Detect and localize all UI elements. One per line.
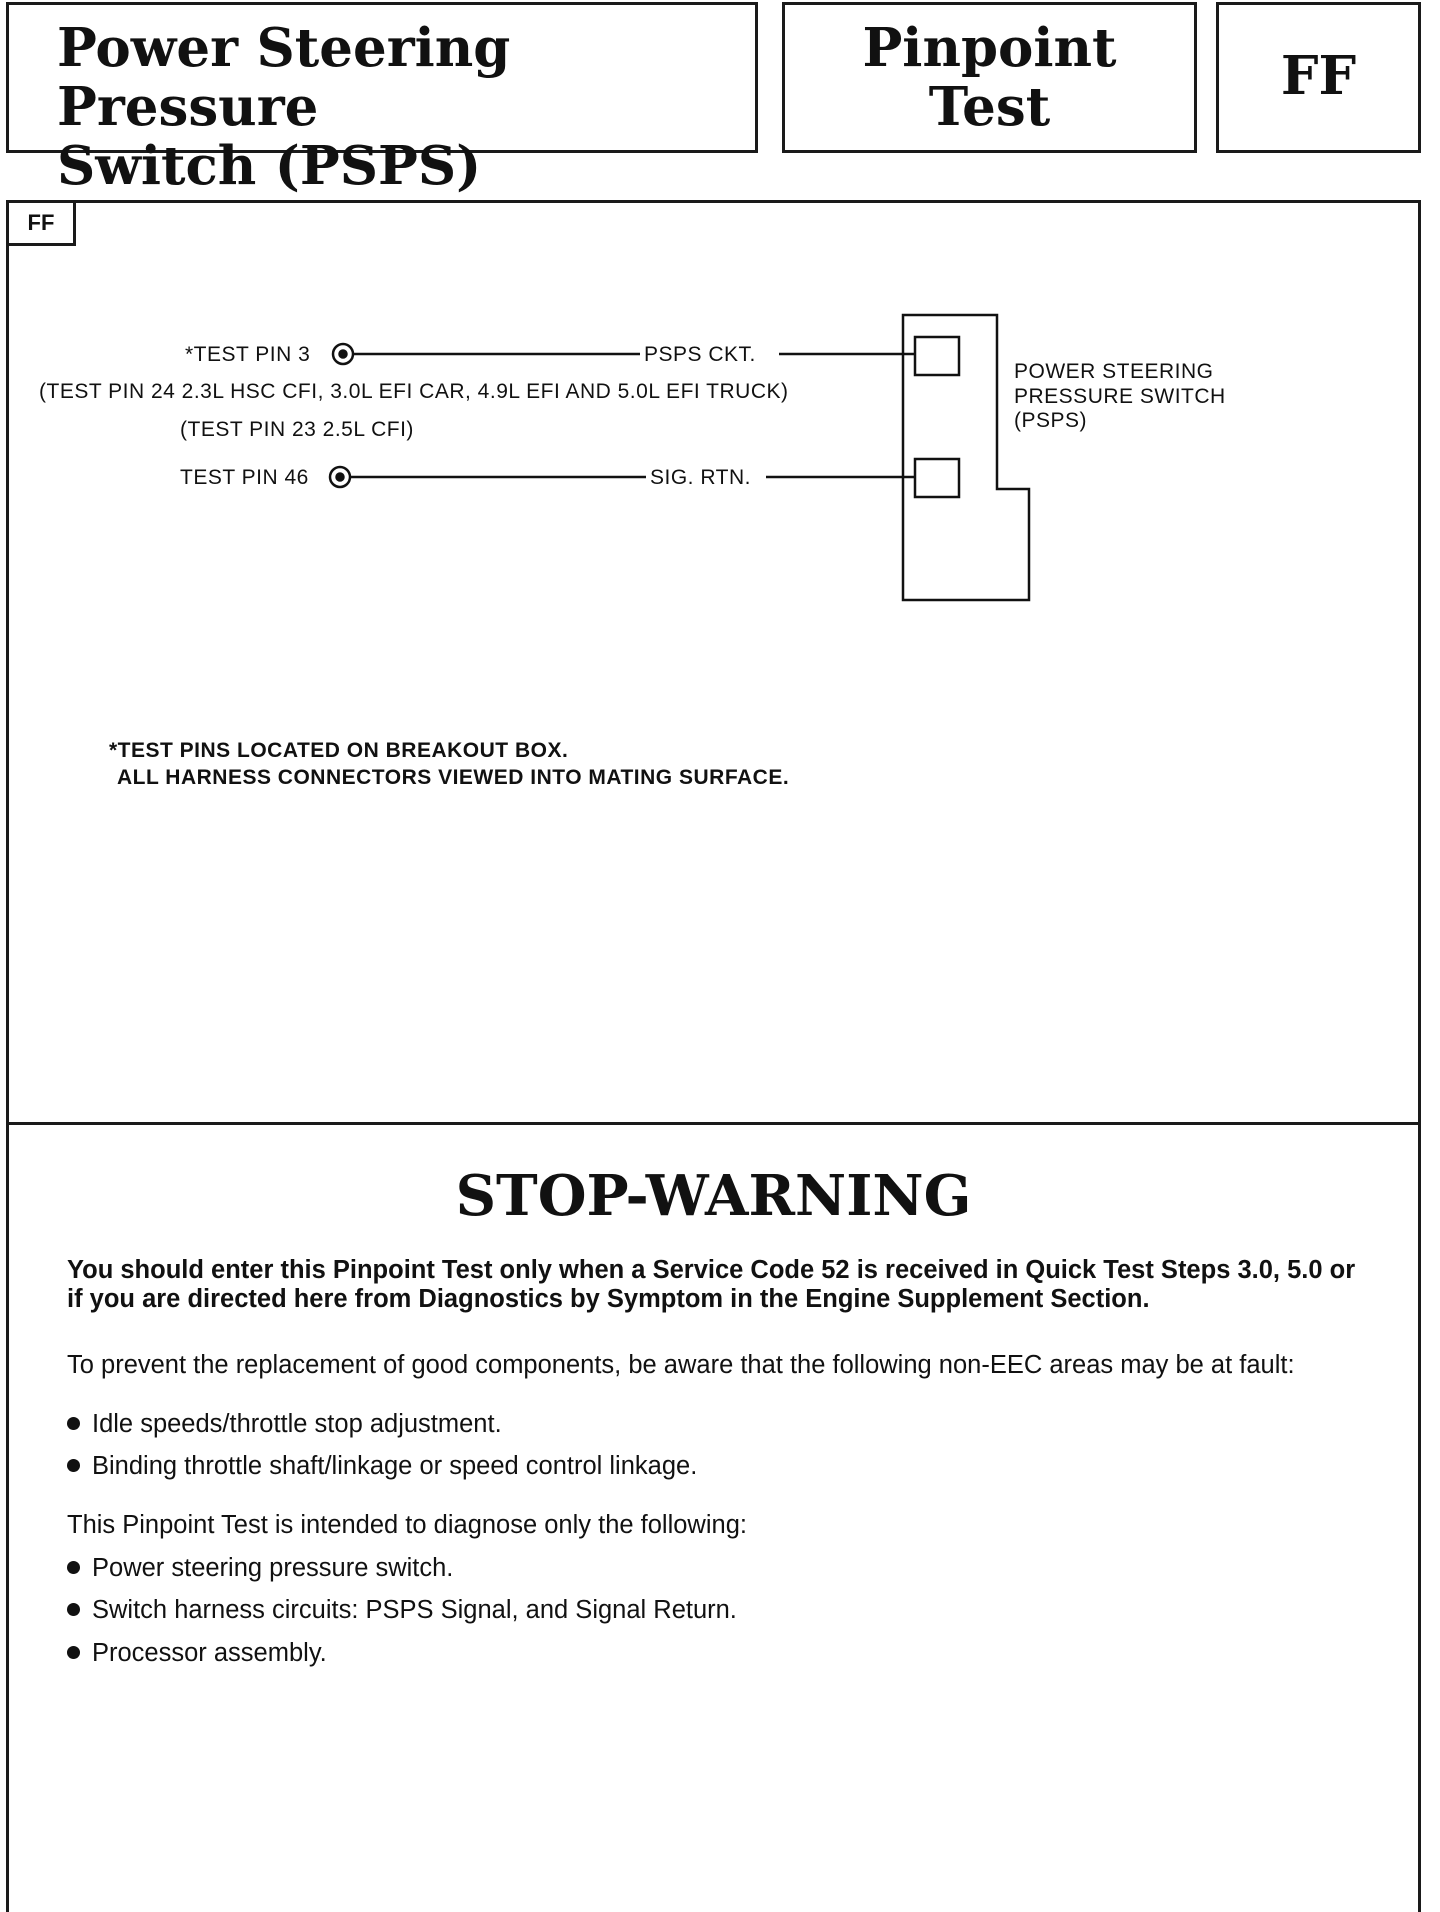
- test-type: [785, 19, 1194, 137]
- wiring-schematic: [9, 203, 1424, 1122]
- header-title-box: [6, 2, 758, 197]
- bullet-icon: [67, 1646, 80, 1659]
- section-divider: [9, 1122, 1418, 1125]
- switch-label-1: POWER STEERING: [1014, 360, 1214, 383]
- pin3-label: *TEST PIN 3: [185, 343, 311, 366]
- warning-title: STOP-WARNING: [455, 1163, 972, 1229]
- bullet-icon: [67, 1459, 80, 1472]
- test-line-1: Pinpoint: [862, 17, 1117, 79]
- list-item: Binding throttle shaft/linkage or speed control linkage.: [67, 1452, 697, 1481]
- list-item: Idle speeds/throttle stop adjustment.: [67, 1410, 502, 1439]
- wiring-diagram: [9, 203, 1424, 1122]
- sig-return-label: SIG. RTN.: [650, 466, 751, 489]
- warning-intro: You should enter this Pinpoint Test only when a Service Code 52 is received in Quick Test Steps 3.0, 5.0 or if you are directed here from Diagnostics by Symptom in the Engine Supplement Section.: [67, 1256, 1356, 1313]
- warning-prevent-text: To prevent the replacement of good components, be aware that the following non-EEC areas may be at fault:: [67, 1351, 1295, 1379]
- list-item: Processor assembly.: [67, 1639, 327, 1668]
- header-test-box: [782, 2, 1197, 153]
- title-line-2: Switch (PSPS): [57, 135, 482, 197]
- panel-tag: FF: [6, 200, 76, 246]
- switch-terminal-bottom: [915, 459, 959, 497]
- page-title: [57, 19, 755, 196]
- switch-label-2: PRESSURE SWITCH: [1014, 385, 1226, 408]
- list-item: Switch harness circuits: PSPS Signal, and Signal Return.: [67, 1596, 737, 1625]
- list-item: Power steering pressure switch.: [67, 1554, 453, 1583]
- switch-terminal-top: [915, 337, 959, 375]
- header-code-box: [1216, 2, 1421, 153]
- main-panel: [6, 200, 1421, 1912]
- test-code: FF: [1280, 45, 1357, 107]
- diagram-note-1: *TEST PINS LOCATED ON BREAKOUT BOX.: [109, 739, 569, 762]
- pin3-alt-label-2: (TEST PIN 23 2.5L CFI): [180, 418, 414, 441]
- switch-label-3: (PSPS): [1014, 409, 1088, 432]
- psps-circuit-label: PSPS CKT.: [644, 343, 756, 366]
- switch-body-outline: [903, 315, 1029, 600]
- test-line-2: Test: [928, 76, 1051, 138]
- title-line-1: Power Steering Pressure: [57, 17, 511, 138]
- warning-intended-text: This Pinpoint Test is intended to diagnose only the following:: [67, 1511, 747, 1539]
- diagram-note-2: ALL HARNESS CONNECTORS VIEWED INTO MATING SURFACE.: [117, 766, 790, 789]
- bullet-icon: [67, 1603, 80, 1616]
- bullet-icon: [67, 1561, 80, 1574]
- bullet-icon: [67, 1417, 80, 1430]
- pin46-label: TEST PIN 46: [180, 466, 309, 489]
- pin3-alt-label-1: (TEST PIN 24 2.3L HSC CFI, 3.0L EFI CAR, 4.9L EFI AND 5.0L EFI TRUCK): [39, 380, 789, 403]
